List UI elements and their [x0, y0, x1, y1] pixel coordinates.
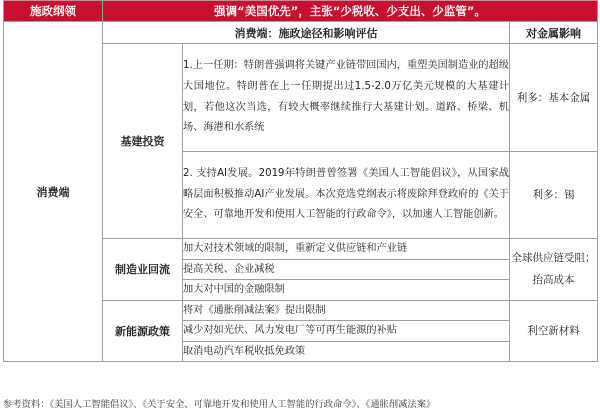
policy-table [3, 0, 598, 362]
header-row [4, 1, 598, 22]
subheader-impact: 对金属影响 [510, 22, 598, 44]
impact-text: 全球供应链受阻；抬高成本 [510, 239, 598, 301]
subheader-path: 消费端：施政途径和影响评估 [103, 22, 510, 44]
section-label: 消费端 [4, 22, 103, 362]
policy-text: 将对《通胀削减法案》提出限制 [183, 300, 510, 321]
category-infrastructure: 基建投资 [103, 44, 183, 239]
policy-text: 提高关税、企业减税 [183, 259, 510, 280]
header-col2: 强调“美国优先”，主张“少税收、少支出、少监管”。 [103, 1, 598, 22]
header-col1: 施政纲领 [4, 1, 103, 22]
policy-text: 取消电动汽车税收抵免政策 [183, 341, 510, 362]
impact-text: 利空新材料 [510, 300, 598, 362]
policy-table-page [3, 0, 597, 410]
policy-text: 加大对技术领域的限制，重新定义供应链和产业链 [183, 239, 510, 260]
policy-text: 加大对中国的金融限制 [183, 280, 510, 301]
category-new-energy: 新能源政策 [103, 300, 183, 362]
impact-text: 利多：基本金属 [510, 44, 598, 152]
subheader-row [4, 22, 598, 44]
policy-text: 1.上一任期：特朗普强调将关键产业链带回国内，重塑美国制造业的超级大国地位。特朗普在上一任期提出过1.5-2.0万亿美元规模的大基建计划，若他这次当选，有较大概率继续推行大基建计划。道路、桥梁、机场、海港和水系统 [183, 44, 510, 152]
category-manufacturing: 制造业回流 [103, 239, 183, 301]
impact-text: 利多：锡 [510, 152, 598, 239]
policy-text: 减少对如光伏、风力发电厂等可再生能源的补贴 [183, 321, 510, 342]
policy-text: 2. 支持AI发展。2019年特朗普曾签署《美国人工智能倡议》，从国家战略层面积极推动AI产业发展。本次竞选党纲表示将废除拜登政府的《关于安全、可靠地开发和使用人工智能的行政命令》，以加速人工智能创新。 [183, 152, 510, 239]
footnote: 参考资料：《美国人工智能倡议》、《关于安全、可靠地开发和使用人工智能的行政命令》、《通胀削减法案》 [3, 399, 436, 410]
